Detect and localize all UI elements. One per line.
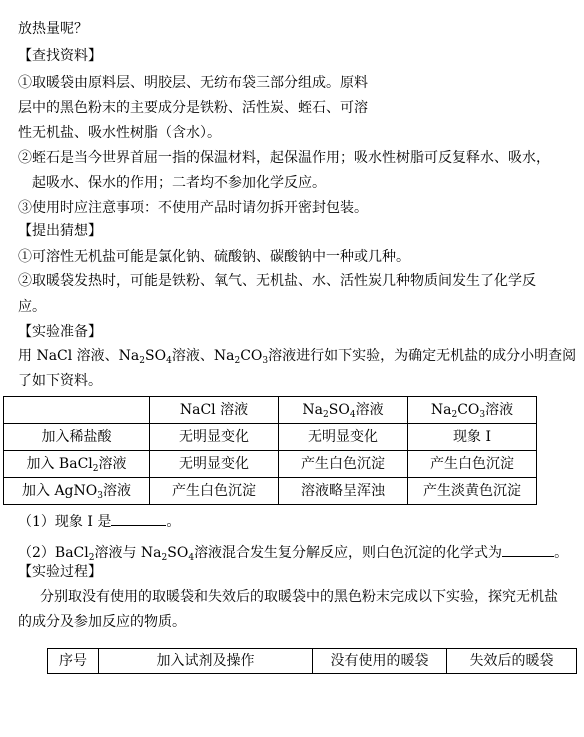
table-cell: 溶液略呈浑浊 [279, 478, 408, 505]
hypothesis-2a: ②取暖袋发热时，可能是铁粉、氧气、无机盐、水、活性炭几种物质间发生了化学反 [18, 273, 536, 289]
table-cell: $Na_2CO_3$溶液 [408, 397, 537, 424]
prep-line-2: 了如下资料。 [18, 373, 102, 389]
hypothesis-2b: 应。 [18, 299, 46, 315]
table-row [4, 478, 537, 505]
heading-hypothesis: 【提出猜想】 [18, 223, 102, 239]
table-cell: 现象 I [408, 424, 537, 451]
info-item-1b: 层中的黑色粉末的主要成分是铁粉、活性炭、蛭石、可溶 [18, 100, 368, 116]
table-cell: 加入 AgNO$_3$溶液 [4, 478, 150, 505]
table-row [4, 397, 537, 424]
table-cell: 加入试剂及操作 [99, 649, 313, 674]
reagent-table [3, 396, 537, 505]
table-cell: NaCl 溶液 [150, 397, 279, 424]
procedure-line-1: 分别取没有使用的取暖袋和失效后的取暖袋中的黑色粉末完成以下实验，探究无机盐 [40, 589, 558, 605]
table-cell: $Na_2SO_4$溶液 [279, 397, 408, 424]
table-row [4, 424, 537, 451]
heading-prep: 【实验准备】 [18, 324, 102, 340]
table-cell: 产生白色沉淀 [279, 451, 408, 478]
table-cell: 加入稀盐酸 [4, 424, 150, 451]
table-cell: 产生白色沉淀 [150, 478, 279, 505]
table-row [4, 451, 537, 478]
line-1: 放热量呢？ [18, 21, 88, 37]
answer-blank-1[interactable] [111, 511, 166, 526]
info-item-1c: 性无机盐、吸水性树脂（含水）。 [18, 125, 221, 141]
heading-procedure: 【实验过程】 [18, 564, 102, 580]
table-cell: 无明显变化 [279, 424, 408, 451]
procedure-line-2: 的成分及参加反应的物质。 [18, 614, 186, 630]
table-cell: 无明显变化 [150, 424, 279, 451]
info-item-2a: ②蛭石是当今世界首屈一指的保温材料，起保温作用；吸水性树脂可反复释水、吸水， [18, 150, 550, 166]
info-item-1a: ①取暖袋由原料层、明胶层、无纺布袋三部分组成。原料 [18, 75, 368, 91]
table-row [48, 649, 577, 674]
table-cell: 无明显变化 [150, 451, 279, 478]
procedure-table [47, 648, 577, 674]
prep-line-1: 用 NaCl 溶液、$Na_2SO_4$溶液、$Na_2CO_3$溶液进行如下实验，为确定无机盐的成分小明查阅 [18, 348, 577, 366]
table-cell: 失效后的暖袋 [447, 649, 577, 674]
hypothesis-1: ①可溶性无机盐可能是氯化钠、硫酸钠、碳酸钠中一种或几种。 [18, 249, 410, 265]
table-cell: 产生淡黄色沉淀 [408, 478, 537, 505]
info-item-3: ③使用时应注意事项：不使用产品时请勿拆开密封包装。 [18, 200, 368, 216]
table-cell: 产生白色沉淀 [408, 451, 537, 478]
heading-find-info: 【查找资料】 [18, 48, 102, 64]
info-item-2b: 起吸水、保水的作用；二者均不参加化学反应。 [32, 175, 326, 191]
answer-blank-2[interactable] [502, 542, 554, 557]
question-2: （2）BaCl$_2$溶液与 $Na_2SO_4$溶液混合发生复分解反应，则白色沉淀的化学式为 。 [18, 542, 568, 562]
table-cell [4, 397, 150, 424]
table-cell: 序号 [48, 649, 99, 674]
question-1: （1）现象 I 是 。 [18, 511, 180, 531]
table-cell: 加入 BaCl$_2$溶液 [4, 451, 150, 478]
table-cell: 没有使用的暖袋 [313, 649, 447, 674]
